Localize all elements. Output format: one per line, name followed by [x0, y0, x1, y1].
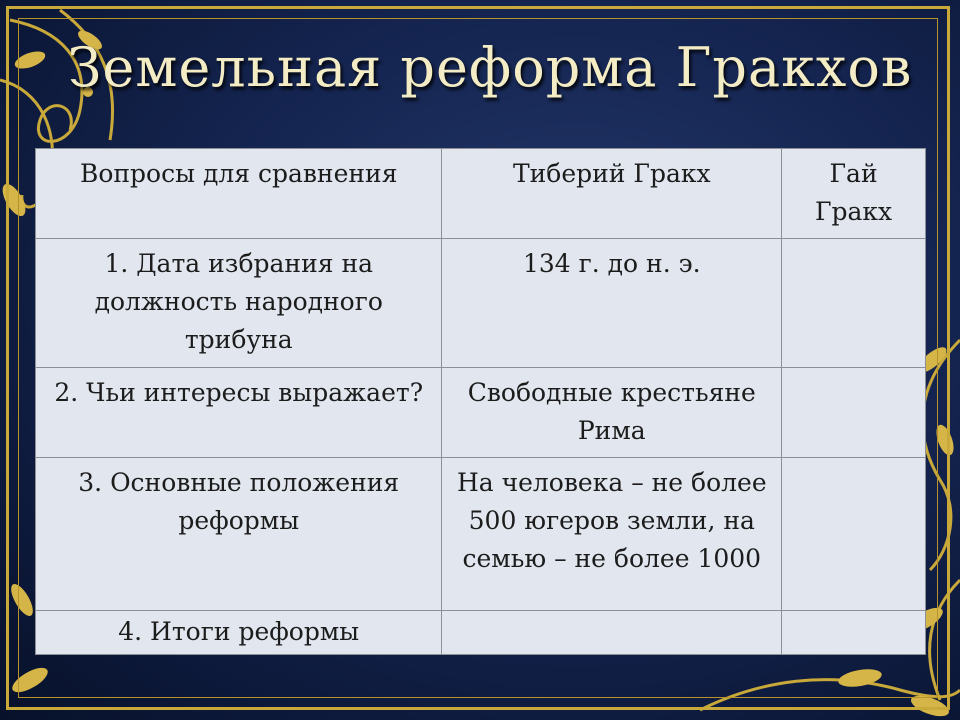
- table-row: [36, 611, 926, 655]
- table-header-cell: Гай Гракх: [782, 149, 926, 239]
- table-cell: [782, 611, 926, 655]
- table-cell: [782, 458, 926, 611]
- table-header-cell: Тиберий Гракх: [442, 149, 782, 239]
- comparison-table: [35, 148, 926, 655]
- table-cell: На человека – не более 500 югеров земли, на семью – не более 1000: [442, 458, 782, 611]
- table-cell: 1. Дата избрания на должность народного трибуна: [36, 239, 442, 368]
- table-cell: 134 г. до н. э.: [442, 239, 782, 368]
- table-cell: 3. Основные положения реформы: [36, 458, 442, 611]
- table-cell: 4. Итоги реформы: [36, 611, 442, 655]
- table-cell: [782, 239, 926, 368]
- table-row: [36, 239, 926, 368]
- table-row: [36, 368, 926, 458]
- table-row: [36, 458, 926, 611]
- table-cell: Свободные крестьяне Рима: [442, 368, 782, 458]
- table-cell: [442, 611, 782, 655]
- table-header-row: [36, 149, 926, 239]
- slide-title: Земельная реформа Гракхов: [67, 36, 913, 99]
- table-header-cell: Вопросы для сравнения: [36, 149, 442, 239]
- table-cell: [782, 368, 926, 458]
- table-cell: 2. Чьи интересы выражает?: [36, 368, 442, 458]
